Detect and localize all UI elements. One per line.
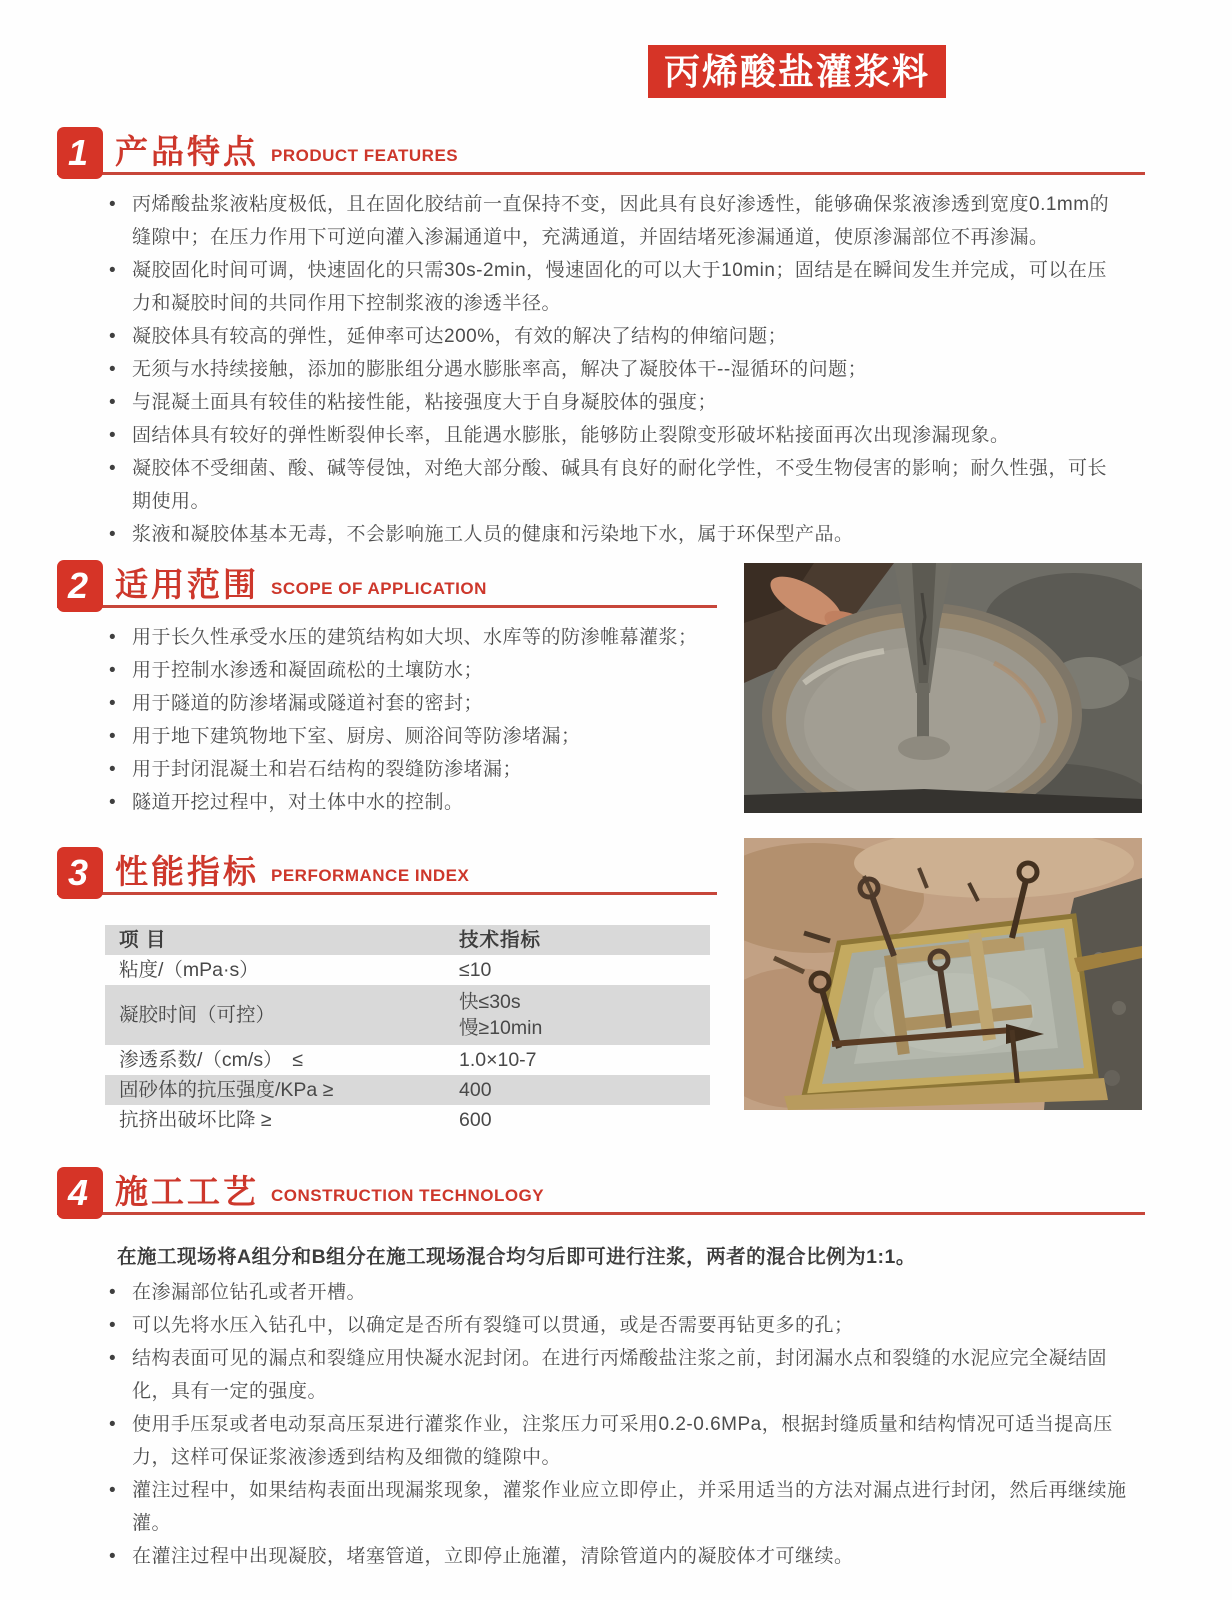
item-cell: 渗透系数/（cm/s） ≤: [119, 1049, 304, 1071]
application-list: [105, 621, 705, 819]
value-cell: 600: [459, 1109, 492, 1131]
column-header-value: 技术指标: [459, 929, 542, 951]
product-title-banner: 丙烯酸盐灌浆料: [648, 45, 946, 98]
section-number-badge: 2: [57, 560, 103, 612]
section-performance-index: [57, 845, 717, 1135]
value-cell: ≤10: [459, 959, 492, 981]
application-item: • 用于地下建筑物地下室、厨房、厕浴间等防渗堵漏；: [105, 720, 705, 753]
item-cell: 抗挤出破坏比降 ≥: [119, 1109, 272, 1131]
construction-list: [105, 1276, 1135, 1573]
value-line: 慢≥10min: [459, 1017, 543, 1039]
table-row: [105, 985, 710, 1045]
section-title-cn: 产品特点: [115, 132, 259, 170]
section-title-cn: 适用范围: [115, 565, 259, 603]
item-cell: 粘度/（mPa·s）: [119, 959, 259, 981]
feature-item: • 无须与水持续接触，添加的膨胀组分遇水膨胀率高，解决了凝胶体干--湿循环的问题；: [105, 353, 1115, 386]
construction-intro: 在施工现场将A组分和B组分在施工现场混合均匀后即可进行注浆，两者的混合比例为1:1。: [117, 1246, 916, 1268]
performance-table: [105, 925, 710, 1135]
section-title-en: CONSTRUCTION TECHNOLOGY: [271, 1186, 545, 1205]
table-row: [105, 1105, 710, 1135]
section-title-en: PERFORMANCE INDEX: [271, 866, 470, 885]
feature-list: [105, 188, 1115, 551]
construction-step: • 在渗漏部位钻孔或者开槽。: [105, 1276, 1135, 1309]
feature-item: • 丙烯酸盐浆液粘度极低，且在固化胶结前一直保持不变，因此具有良好渗透性，能够确保浆液渗透到宽度0.1mm的缝隙中；在压力作用下可逆向灌入渗漏通道中，充满通道，并固结堵死渗漏通道，使原渗漏部位不再渗漏。: [105, 188, 1115, 254]
construction-step: • 灌注过程中，如果结构表面出现漏浆现象，灌浆作业应立即停止，并采用适当的方法对漏点进行封闭，然后再继续施灌。: [105, 1474, 1135, 1540]
concrete-formwork-photo: [744, 838, 1142, 1110]
section-title-en: PRODUCT FEATURES: [271, 146, 459, 165]
application-item: • 用于控制水渗透和凝固疏松的土壤防水；: [105, 654, 705, 687]
construction-step: • 使用手压泵或者电动泵高压泵进行灌浆作业，注浆压力可采用0.2-0.6MPa，根据封缝质量和结构情况可适当提高压力，这样可保证浆液渗透到结构及细微的缝隙中。: [105, 1408, 1135, 1474]
column-header-item: 项 目: [119, 929, 167, 951]
section-number-badge: 3: [57, 847, 103, 899]
section-header: [57, 125, 1145, 175]
construction-step: • 在灌注过程中出现凝胶，堵塞管道，立即停止施灌，清除管道内的凝胶体才可继续。: [105, 1540, 1135, 1573]
section-header: [57, 845, 717, 895]
value-line: 快≤30s: [459, 991, 521, 1013]
item-cell: 固砂体的抗压强度/KPa ≥: [119, 1079, 334, 1101]
section-number-badge: 4: [57, 1167, 103, 1219]
section-title-cn: 性能指标: [115, 852, 259, 890]
value-cell: 400: [459, 1079, 492, 1101]
section-product-features: [57, 125, 1145, 551]
section-number-badge: 1: [57, 127, 103, 179]
table-row: [105, 955, 710, 985]
section-header: [57, 558, 717, 608]
section-title-cn: 施工工艺: [115, 1172, 259, 1210]
table-header-row: [105, 925, 710, 955]
section-scope-of-application: [57, 558, 717, 819]
feature-item: • 凝胶体具有较高的弹性，延伸率可达200%，有效的解决了结构的伸缩问题；: [105, 320, 1115, 353]
section-header: [57, 1165, 1145, 1215]
section-construction-technology: [57, 1165, 1145, 1573]
construction-step: • 可以先将水压入钻孔中，以确定是否所有裂缝可以贯通，或是否需要再钻更多的孔；: [105, 1309, 1135, 1342]
construction-step: • 结构表面可见的漏点和裂缝应用快凝水泥封闭。在进行丙烯酸盐注浆之前，封闭漏水点和裂缝的水泥应完全凝结固化，具有一定的强度。: [105, 1342, 1135, 1408]
application-item: • 用于封闭混凝土和岩石结构的裂缝防渗堵漏；: [105, 753, 705, 786]
feature-item: • 凝胶体不受细菌、酸、碱等侵蚀，对绝大部分酸、碱具有良好的耐化学性，不受生物侵害的影响；耐久性强，可长期使用。: [105, 452, 1115, 518]
grout-mixing-photo: [744, 563, 1142, 813]
feature-item: • 与混凝土面具有较佳的粘接性能，粘接强度大于自身凝胶体的强度；: [105, 386, 1115, 419]
feature-item: • 固结体具有较好的弹性断裂伸长率，且能遇水膨胀，能够防止裂隙变形破坏粘接面再次出现渗漏现象。: [105, 419, 1115, 452]
application-item: • 隧道开挖过程中，对土体中水的控制。: [105, 786, 705, 819]
feature-item: • 凝胶固化时间可调，快速固化的只需30s-2min，慢速固化的可以大于10min；固结是在瞬间发生并完成，可以在压力和凝胶时间的共同作用下控制浆液的渗透半径。: [105, 254, 1115, 320]
application-item: • 用于隧道的防渗堵漏或隧道衬套的密封；: [105, 687, 705, 720]
table-row: [105, 1045, 710, 1075]
application-item: • 用于长久性承受水压的建筑结构如大坝、水库等的防渗帷幕灌浆；: [105, 621, 705, 654]
feature-item: • 浆液和凝胶体基本无毒，不会影响施工人员的健康和污染地下水，属于环保型产品。: [105, 518, 1115, 551]
value-cell: [445, 985, 710, 1045]
table-row: [105, 1075, 710, 1105]
section-title-en: SCOPE OF APPLICATION: [271, 579, 487, 598]
item-cell: 凝胶时间（可控）: [119, 1004, 276, 1026]
value-cell: 1.0×10-7: [459, 1049, 537, 1071]
